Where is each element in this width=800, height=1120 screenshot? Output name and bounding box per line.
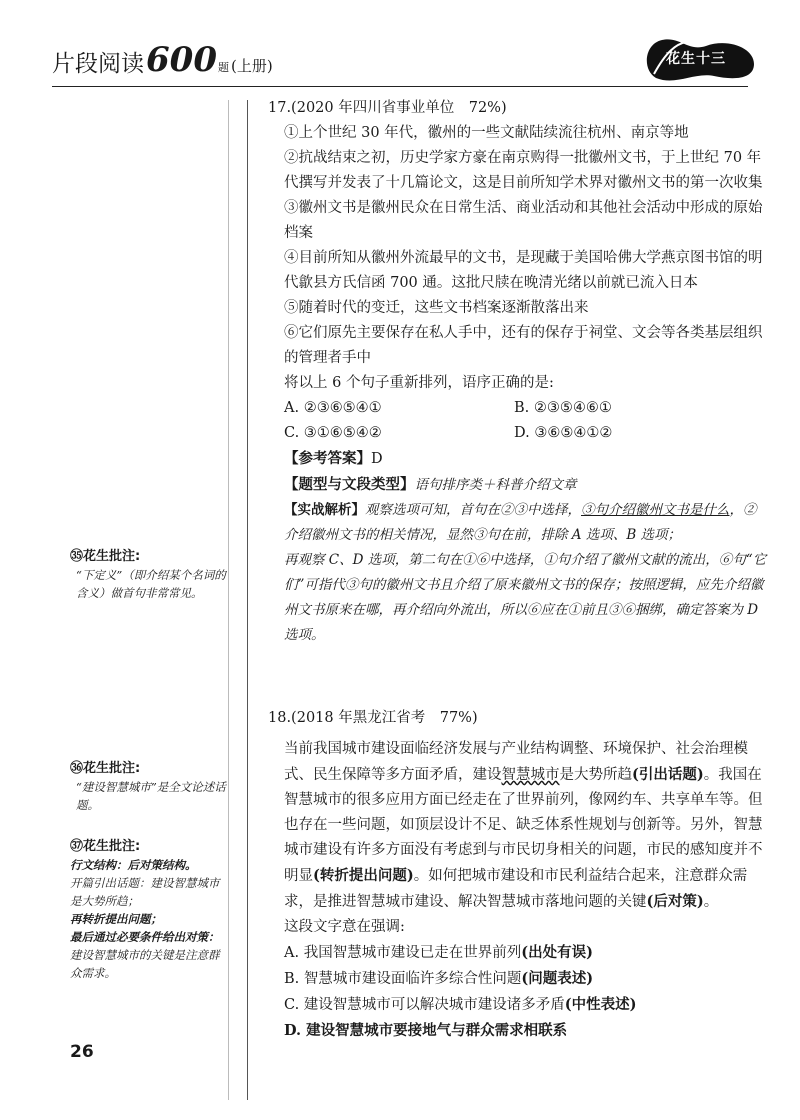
q17-sentence-6: ⑥它们原先主要保存在私人手中，还有的保存于祠堂、文会等各类基层组织的管理者手中 [284,325,763,366]
analysis-label: 【实战解析】 [284,502,365,518]
q17-analysis-1 [268,498,768,548]
title-number: 600 [146,40,217,80]
note-35 [70,548,230,602]
q17-type [268,472,768,498]
q18-heading: 18.(2018 年黑龙江省考 77%) [268,710,478,726]
note-37-line-4: 最后通过必要条件给出对策： [70,930,220,944]
option-a-text: A. 我国智慧城市建设已走在世界前列 [284,945,522,961]
tag-intro-topic: (引出话题) [632,766,704,783]
type-label: 【题型与文段类型】 [284,476,415,493]
q17-prompt: 将以上 6 个句子重新排列，语序正确的是: [284,375,554,391]
question-18 [268,706,768,1043]
q17-sentence-3: ③徽州文书是徽州民众在日常生活、商业活动和其他社会活动中形成的原始档案 [284,200,763,241]
q17-sentence-1: ①上个世纪 30 年代，徽州的一些文献陆续流往杭州、南京等地 [284,125,689,141]
q18-option-b [268,966,768,992]
page-number: 26 [70,1042,94,1062]
title-prefix: 片段阅读 [52,51,144,77]
option-c-tag: (中性表述) [564,996,637,1013]
passage-part-a: 当前我国城市建设面临经济发展与产业结构调整、环境保护、社会治理模式、民生保障等多方面矛盾，建设 [284,741,748,783]
option-a-tag: (出处有误) [521,944,593,961]
margin-rule [247,100,248,1100]
note-35-body: “下定义”（即介绍某个名词的含义）做首句非常常见。 [76,568,226,600]
passage-part-c: 是大势所趋 [559,767,632,783]
q18-option-a [268,940,768,966]
question-17 [268,96,768,648]
analysis-1c: ，②介绍徽州文书的相关情况，显然③句在前，排除 A 选项、B 选项； [284,502,757,543]
note-37-title: ㊲花生批注: [70,839,141,854]
option-b-text: B. 智慧城市建设面临许多综合性问题 [284,971,522,987]
passage-part-g: 。如何把城市建设和市民利益结合起来，注意群众需求，是推进智慧城市建设、解决智慧城市落地问题的关键 [284,868,748,910]
passage-part-e: 。我国在智慧城市的很多应用方面已经走在了世界前列，像网约车、共享单车等。但也存在一些问题，如顶层设计不足、缺乏体系性规划与创新等。另外，智慧城市建设有许多方面没有考虑到与市民切身相关的问题，市民的感知度并不明显 [284,767,763,884]
tag-turn-problem: (转折提出问题) [313,867,414,884]
note-37-line-3: 再转折提出问题； [70,912,162,926]
note-35-title: ㉟花生批注: [70,549,141,564]
option-c-text: C. 建设智慧城市可以解决城市建设诸多矛盾 [284,997,565,1013]
q17-option-d: D. ③⑥⑤④①② [514,425,613,441]
q18-option-c [268,992,768,1018]
q17-heading: 17.(2020 年四川省事业单位 72%) [268,100,507,116]
note-37-line-1: 行文结构：后对策结构。 [70,858,197,872]
q18-passage [268,737,768,915]
title-small: 题 [217,61,229,74]
note-36 [70,760,230,814]
q17-options-row-1 [268,396,768,421]
note-37 [70,838,230,982]
book-title [52,40,273,80]
note-37-line-2: 开篇引出话题：建设智慧城市是大势所趋； [70,876,220,908]
q17-analysis-2: 再观察 C、D 选项，第二句在①⑥中选择，①句介绍了徽州文献的流出，⑥句“它们”可指代③句的徽州文书且介绍了原来徽州文书的保存；按照逻辑，应先介绍徽州文书原来在哪，再介绍向外流出，所以⑥应在①前且③⑥捆绑，确定答案为 D 选项。 [284,552,767,643]
q17-option-a: A. ②③⑥⑤④① [284,400,382,416]
analysis-1b: ③句介绍徽州文书是什么 [581,502,730,518]
logo-text: 花生十三 [666,51,726,67]
q17-option-c: C. ③①⑥⑤④② [284,425,382,441]
tag-countermeasure: (后对策) [646,893,704,910]
q17-options-row-2 [268,421,768,446]
q17-answer [268,446,768,472]
option-b-tag: (问题表述) [521,970,594,987]
note-37-line-5: 建设智慧城市的关键是注意群众需求。 [70,948,220,980]
q17-sentence-2: ②抗战结束之初，历史学家方豪在南京购得一批徽州文书，于上世纪 70 年代撰写并发表了十几篇论文，这是目前所知学术界对徽州文书的第一次收集 [284,150,763,191]
q17-sentence-4: ④目前所知从徽州外流最早的文书，是现藏于美国哈佛大学燕京图书馆的明代歙县方氏信函 700 通。这批尺牍在晚清光绪以前就已流入日本 [284,250,763,291]
type-value: 语句排序类＋科普介绍文章 [414,477,577,493]
q17-sentence-5: ⑤随着时代的变迁，这些文书档案逐渐散落出来 [284,300,589,316]
title-suffix: (上册) [230,57,273,75]
answer-value: D [371,451,383,467]
q18-prompt: 这段文字意在强调: [284,919,405,935]
answer-label: 【参考答案】 [284,450,371,467]
header-rule [52,86,748,87]
note-36-body: “建设智慧城市”是全文论述话题。 [76,780,226,812]
passage-end: 。 [703,894,719,910]
note-36-title: ㊱花生批注: [70,761,141,776]
analysis-1a: 观察选项可知，首句在②③中选择， [365,502,581,518]
q18-option-d: D. 建设智慧城市要接地气与群众需求相联系 [284,1022,568,1039]
passage-smart-city: 智慧城市 [501,767,560,783]
q17-option-b: B. ②③⑤④⑥① [514,400,612,416]
